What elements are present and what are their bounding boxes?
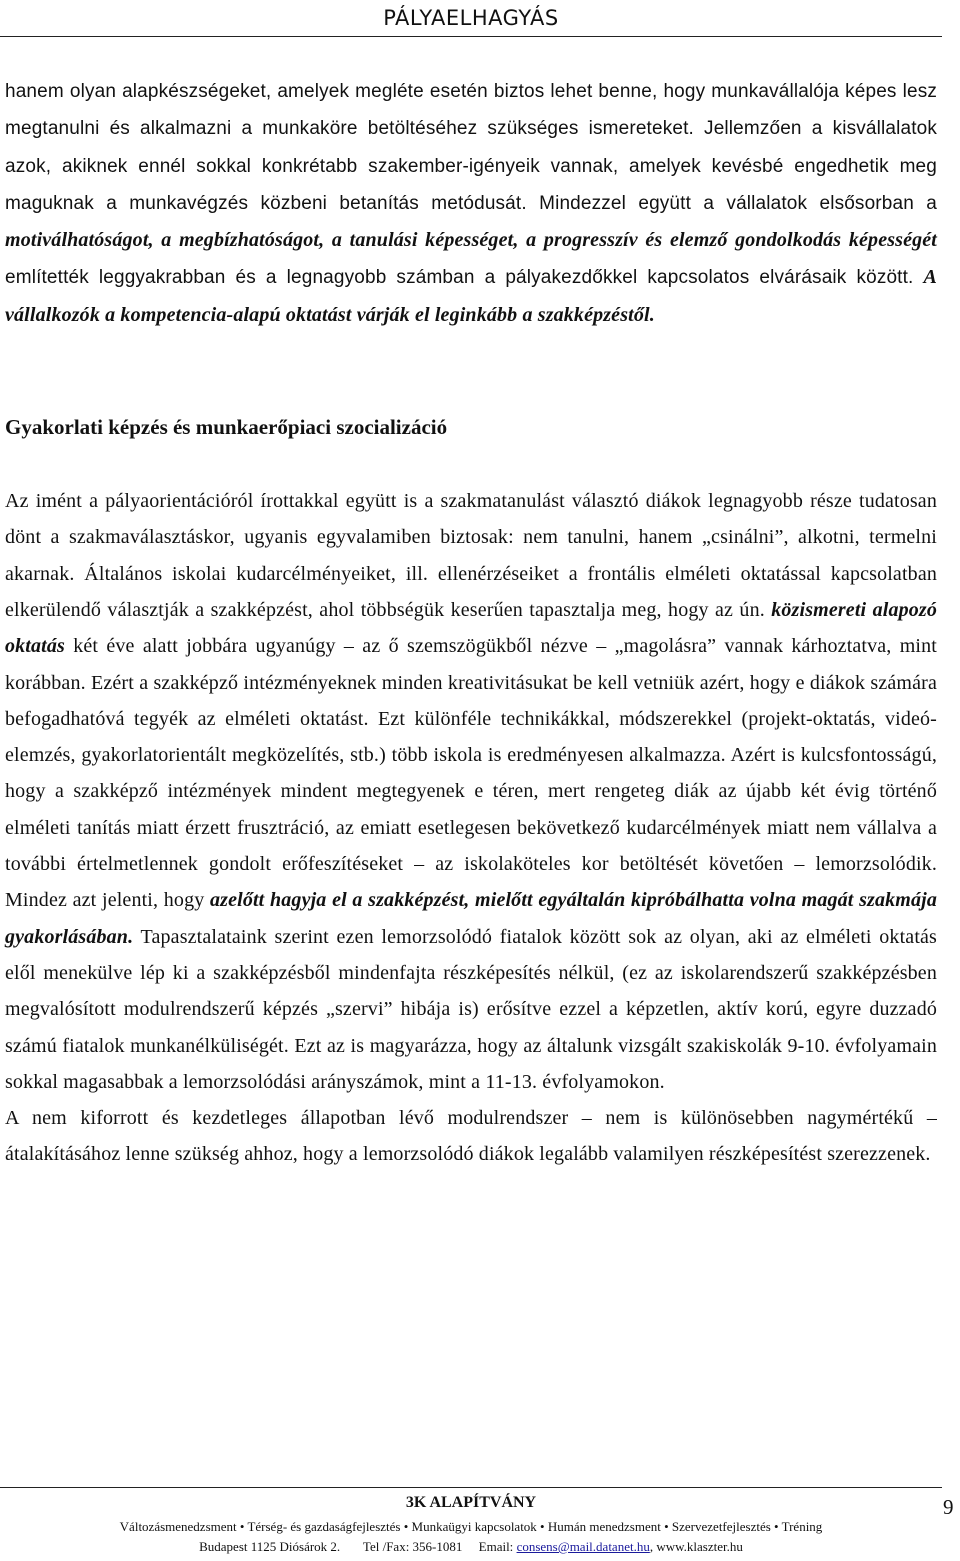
footer-organization: 3K ALAPÍTVÁNY xyxy=(405,1494,537,1511)
paragraph-text: hanem olyan alapkészségeket, amelyek megléte esetén biztos lehet benne, hogy munkavállalója képes lesz megtanulni és alkalmazni a munkaköre betöltéséhez szükséges ismereteket. Jellemzően a kisvállalatok azok, akiknek ennél sokkal konkrétabb szakember-igényeik vannak, amelyek kevésbé engedhetik meg maguknak a munkavégzés közbeni betanítás metódusát. Mindezzel együtt a vállalatok elsősorban a xyxy=(5,81,937,214)
emphasis-competencies: motiválhatóságot, a megbízhatóságot, a tanulási képességet, a progresszív és elemző gondolkodás képességét xyxy=(5,229,937,252)
section-heading: Gyakorlati képzés és munkaerőpiaci szocializáció xyxy=(5,415,448,440)
paragraph-module-system: A nem kiforrott és kezdetleges állapotban lévő modulrendszer – nem is különösebben nagymértékű – átalakításához lenne szükség ahhoz, hogy a lemorzsolódó diákok legalább valamilyen részképesítést szerezzenek. xyxy=(5,1107,937,1166)
paragraph-employer-expectations xyxy=(5,73,937,333)
footer-web: , www.klaszter.hu xyxy=(649,1539,743,1554)
paragraph-text: Tapasztalataink szerint ezen lemorzsolódó fiatalok között sok az olyan, aki az elméleti oktatás elől menekülve lép ki a szakképzésből mindenfajta részképesítés nélkül, (ez az iskolarendszerű szakképzésben megvalósított modulrendszerű képzés „szervi” hibája is) erősítve ezzel a képzetlen, aktív korú, egyre duzzadó számú fiatalok munkanélküliségét. Ezt az is magyarázza, hogy az általunk vizsgált szakiskolák 9-10. évfolyamain sokkal magasabbak a lemorzsolódási arányszámok, mint a 11-13. évfolyamokon. xyxy=(5,925,937,1093)
paragraph-text: Az imént a pályaorientációról írottakkal együtt is a szakmatanulást választó diákok legnagyobb része tudatosan dönt a szakmaválasztáskor, ugyanis egyvalamiben biztosak: nem tanulni, hanem „csinálni”, alkotni, termelni akarnak. Általános iskolai kudarcélményeiket, ill. ellenérzéseiket a frontális elméleti oktatással kapcsolatban elkerülendő választják a szakképzést, ahol többségük keserűen tapasztalja meg, hogy az ún. xyxy=(5,490,937,621)
emphasis-general-education: közismereti alapozó oktatás xyxy=(5,598,937,658)
footer-address: Budapest 1125 Diósárok 2. xyxy=(199,1539,341,1554)
page-body xyxy=(5,73,937,1173)
footer-email-label: Email: xyxy=(478,1539,514,1554)
footer-divider xyxy=(0,1487,942,1488)
footer-activities: Változásmenedzsment • Térség- és gazdaságfejlesztés • Munkaügyi kapcsolatok • Humán menedzsment • Szervezetfejlesztés • Tréning xyxy=(119,1519,823,1534)
running-header-title: PÁLYAELHAGYÁS xyxy=(383,6,559,30)
running-header xyxy=(0,0,942,37)
paragraph-text: két éve alatt jobbára ugyanúgy – az ő szemszögükből nézve – „magolásra” vannak kárhoztatva, mint korábban. Ezért a szakképző intézményeknek minden kreativitásukat be kell vetniük azért, hogy e diákok számára befogadhatóvá tegyék az elméleti oktatást. Ezt különféle technikákkal, módszerekkel (projekt-oktatás, videó-elemzés, gyakorlatorientált megközelítés, stb.) több iskola is eredményesen alkalmazza. Azért is kulcsfontosságú, hogy a szakképző intézmények mindent megtegyenek e téren, mert rengeteg diák az újabb két évig történő elméleti tanítás miatt érzett frusztráció, az emiatt esetlegesen bekövetkező kudarcélmények miatt nem vállalva a további értelmetlennek gondolt erőfeszítéseket – az iskolaköteles kor betöltését követően – lemorzsolódik. Mindez azt jelenti, hogy xyxy=(5,635,937,912)
emphasis-dropout: azelőtt hagyja el a szakképzést, mielőtt egyáltalán kipróbálhatta volna magát szakmája gyakorlásában. xyxy=(5,889,937,948)
emphasis-conclusion: A vállalkozók a kompetencia-alapú oktatást várják el leginkább a szakképzéstől. xyxy=(5,266,937,326)
footer-contact xyxy=(0,1539,942,1555)
footer-phone: Tel /Fax: 356-1081 xyxy=(362,1539,463,1554)
paragraph-text: említették leggyakrabban és a legnagyobb számban a pályakezdőkkel kapcsolatos elvárásaik között. xyxy=(5,267,924,289)
paragraph-practical-training xyxy=(5,483,937,1100)
page-number: 9 xyxy=(943,1495,954,1519)
footer-email-link[interactable]: consens@mail.datanet.hu xyxy=(516,1539,650,1554)
